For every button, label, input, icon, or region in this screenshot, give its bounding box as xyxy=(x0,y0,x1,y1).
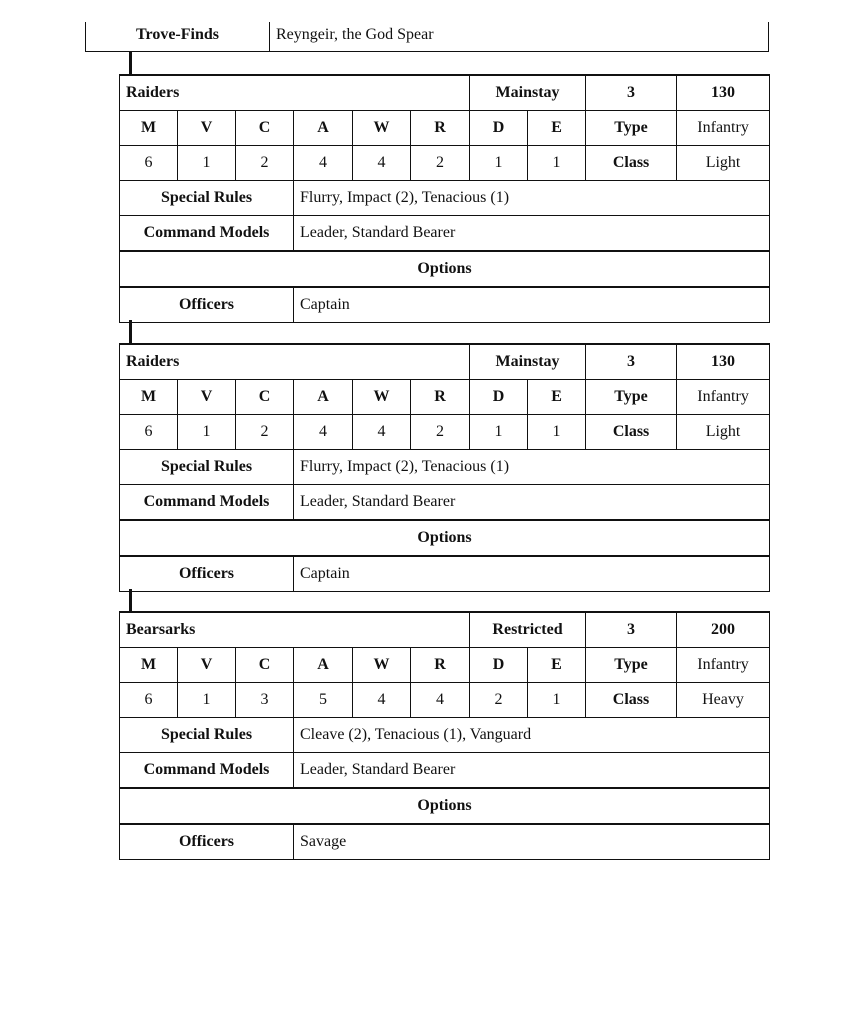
officers-label: Officers xyxy=(120,556,294,592)
officers-value: Captain xyxy=(294,287,770,323)
type-label: Type xyxy=(586,380,677,415)
stat-header: D xyxy=(470,111,528,146)
class-value: Light xyxy=(677,415,770,450)
stat-value: 5 xyxy=(294,683,353,718)
type-label: Type xyxy=(586,648,677,683)
stat-value: 6 xyxy=(120,415,178,450)
unit-name: Raiders xyxy=(120,75,470,111)
stat-header: E xyxy=(528,648,586,683)
stat-value: 2 xyxy=(470,683,528,718)
stat-header: D xyxy=(470,380,528,415)
stat-header: R xyxy=(411,648,470,683)
stat-header: C xyxy=(236,648,294,683)
stat-header: C xyxy=(236,111,294,146)
type-value: Infantry xyxy=(677,648,770,683)
command-models-label: Command Models xyxy=(120,485,294,521)
stat-header: W xyxy=(353,648,411,683)
special-rules-value: Cleave (2), Tenacious (1), Vanguard xyxy=(294,718,770,753)
special-rules-value: Flurry, Impact (2), Tenacious (1) xyxy=(294,450,770,485)
connector-line xyxy=(129,589,132,612)
unit-name: Raiders xyxy=(120,344,470,380)
trove-finds-row xyxy=(85,22,769,52)
options-header: Options xyxy=(120,520,770,556)
trove-finds-value: Reyngeir, the God Spear xyxy=(276,26,434,43)
stat-value: 1 xyxy=(528,146,586,181)
class-value: Heavy xyxy=(677,683,770,718)
unit-profile-table xyxy=(119,343,770,592)
officers-value: Savage xyxy=(294,824,770,860)
type-label: Type xyxy=(586,111,677,146)
stat-header: A xyxy=(294,111,353,146)
stat-value: 6 xyxy=(120,146,178,181)
unit-points: 130 xyxy=(677,75,770,111)
unit-name: Bearsarks xyxy=(120,612,470,648)
unit-points: 200 xyxy=(677,612,770,648)
type-value: Infantry xyxy=(677,380,770,415)
stat-value: 2 xyxy=(236,146,294,181)
stat-header: A xyxy=(294,380,353,415)
officers-value: Captain xyxy=(294,556,770,592)
stat-header: A xyxy=(294,648,353,683)
command-models-value: Leader, Standard Bearer xyxy=(294,485,770,521)
trove-finds-label: Trove-Finds xyxy=(86,22,270,51)
stat-header: M xyxy=(120,111,178,146)
stat-value: 2 xyxy=(411,146,470,181)
stat-header: M xyxy=(120,380,178,415)
stat-header: V xyxy=(178,111,236,146)
stat-value: 1 xyxy=(470,415,528,450)
stat-header: V xyxy=(178,380,236,415)
stat-header: D xyxy=(470,648,528,683)
unit-profile-table xyxy=(119,74,770,323)
class-label: Class xyxy=(586,683,677,718)
stat-value: 1 xyxy=(178,415,236,450)
stat-header: R xyxy=(411,111,470,146)
special-rules-label: Special Rules xyxy=(120,181,294,216)
special-rules-label: Special Rules xyxy=(120,450,294,485)
stat-value: 4 xyxy=(353,415,411,450)
stat-value: 1 xyxy=(178,683,236,718)
stat-value: 1 xyxy=(528,415,586,450)
command-models-value: Leader, Standard Bearer xyxy=(294,753,770,789)
stat-value: 2 xyxy=(236,415,294,450)
unit-size: 3 xyxy=(586,344,677,380)
stat-value: 4 xyxy=(353,146,411,181)
connector-line xyxy=(129,320,132,343)
stat-value: 2 xyxy=(411,415,470,450)
stat-header: R xyxy=(411,380,470,415)
options-header: Options xyxy=(120,251,770,287)
unit-profile-table xyxy=(119,611,770,860)
stat-header: E xyxy=(528,380,586,415)
stat-value: 4 xyxy=(353,683,411,718)
unit-category: Restricted xyxy=(470,612,586,648)
stat-value: 4 xyxy=(411,683,470,718)
stat-value: 1 xyxy=(470,146,528,181)
class-label: Class xyxy=(586,146,677,181)
unit-category: Mainstay xyxy=(470,344,586,380)
stat-value: 1 xyxy=(528,683,586,718)
stat-header: W xyxy=(353,111,411,146)
stat-header: E xyxy=(528,111,586,146)
command-models-value: Leader, Standard Bearer xyxy=(294,216,770,252)
stat-header: C xyxy=(236,380,294,415)
command-models-label: Command Models xyxy=(120,216,294,252)
stat-value: 4 xyxy=(294,415,353,450)
unit-points: 130 xyxy=(677,344,770,380)
options-header: Options xyxy=(120,788,770,824)
class-label: Class xyxy=(586,415,677,450)
command-models-label: Command Models xyxy=(120,753,294,789)
class-value: Light xyxy=(677,146,770,181)
stat-value: 6 xyxy=(120,683,178,718)
stat-value: 4 xyxy=(294,146,353,181)
stat-header: V xyxy=(178,648,236,683)
stat-header: M xyxy=(120,648,178,683)
special-rules-value: Flurry, Impact (2), Tenacious (1) xyxy=(294,181,770,216)
officers-label: Officers xyxy=(120,287,294,323)
unit-size: 3 xyxy=(586,75,677,111)
connector-line xyxy=(129,52,132,75)
unit-category: Mainstay xyxy=(470,75,586,111)
stat-value: 1 xyxy=(178,146,236,181)
special-rules-label: Special Rules xyxy=(120,718,294,753)
stat-value: 3 xyxy=(236,683,294,718)
type-value: Infantry xyxy=(677,111,770,146)
stat-header: W xyxy=(353,380,411,415)
officers-label: Officers xyxy=(120,824,294,860)
unit-size: 3 xyxy=(586,612,677,648)
